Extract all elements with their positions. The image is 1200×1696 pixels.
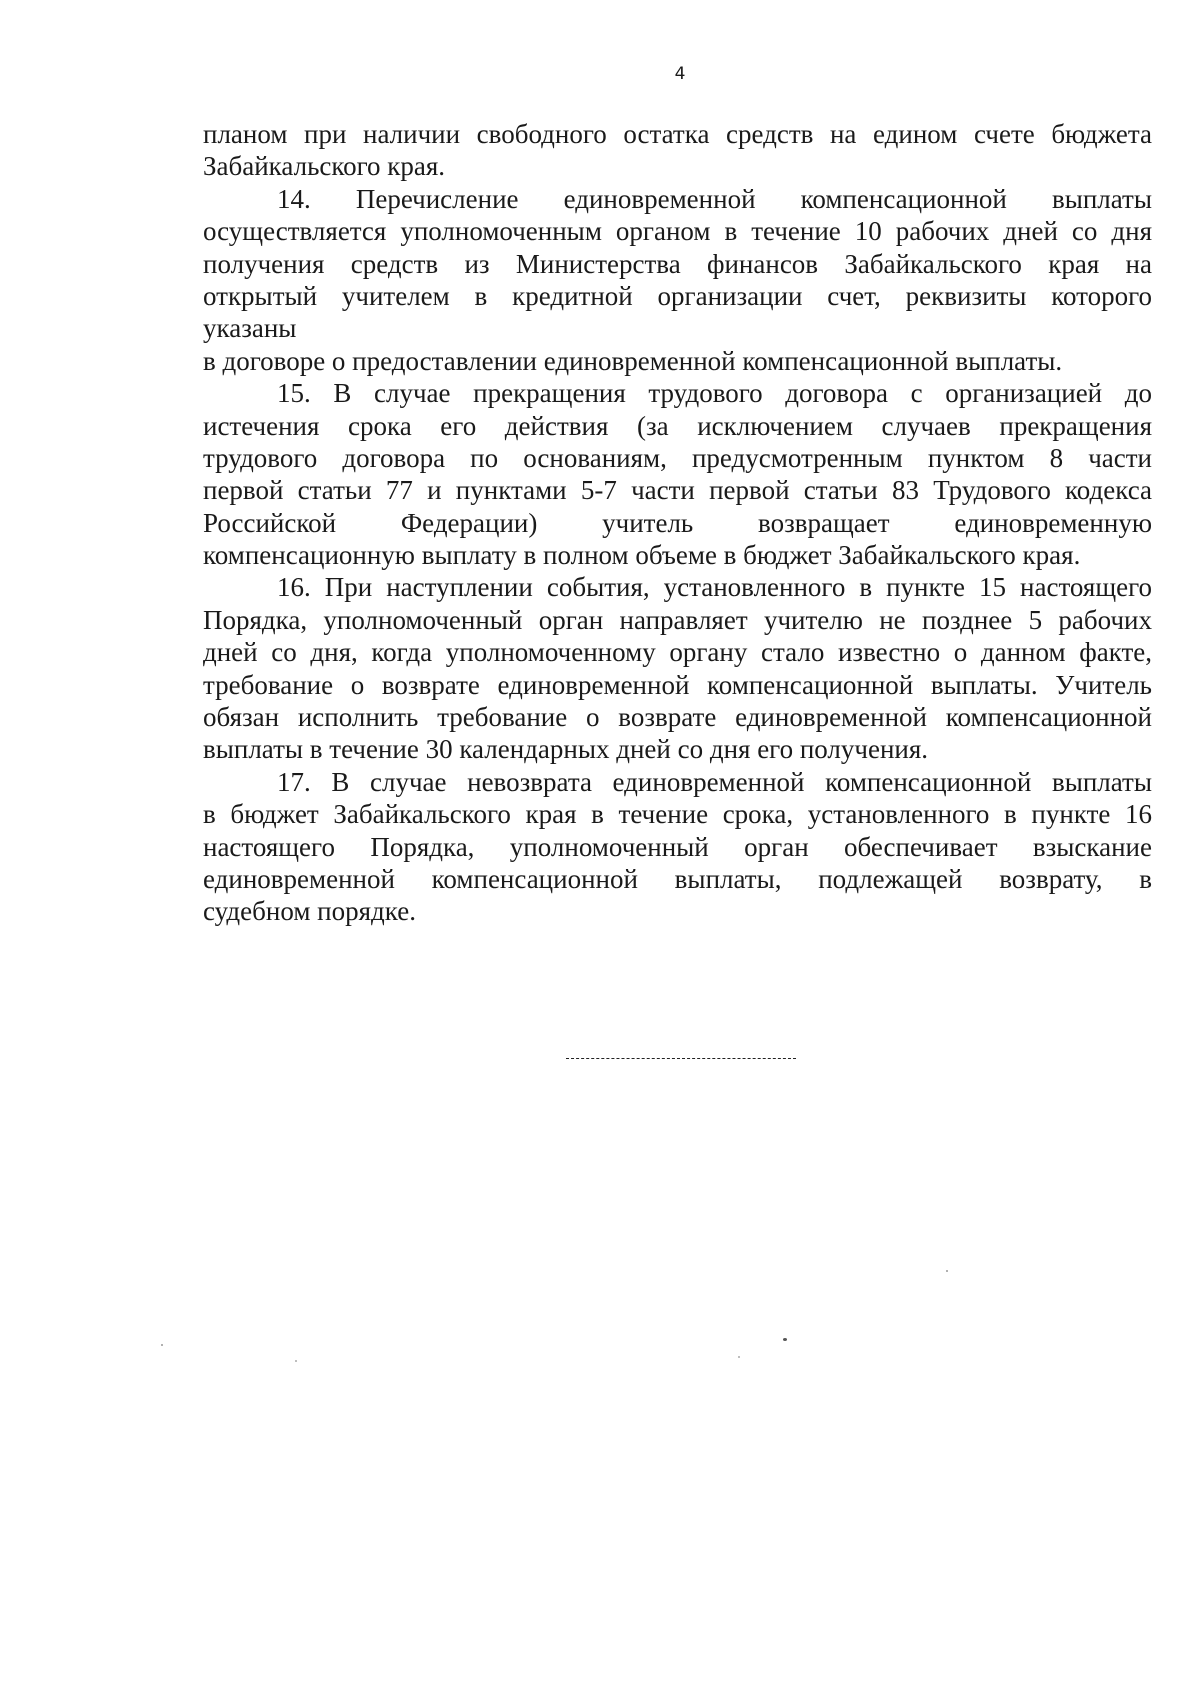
scan-speck	[738, 1356, 740, 1358]
text-line: 14. Перечисление единовременной компенсационной выплаты	[277, 183, 1152, 214]
scan-speck	[295, 1360, 297, 1362]
text-line: истечения срока его действия (за исключением случаев прекращения	[203, 410, 1152, 441]
text-line: Российской Федерации) учитель возвращает единовременную	[203, 507, 1152, 538]
text-line: получения средств из Министерства финансов Забайкальского края на	[203, 248, 1152, 279]
text-line: единовременной компенсационной выплаты, подлежащей возврату, в	[203, 863, 1152, 894]
text-line: 16. При наступлении события, установленного в пункте 15 настоящего	[277, 572, 1152, 603]
text-line: 15. В случае прекращения трудового договора с организацией до	[277, 378, 1152, 409]
text-line: в договоре о предоставлении единовременной компенсационной выплаты.	[203, 345, 1063, 376]
text-line: открытый учителем в кредитной организации счет, реквизиты которого	[203, 280, 1152, 311]
text-line: указаны	[203, 313, 297, 344]
text-line: судебном порядке.	[203, 896, 416, 927]
scan-speck	[946, 1270, 948, 1272]
text-line: 17. В случае невозврата единовременной компенсационной выплаты	[277, 766, 1152, 797]
end-divider	[566, 1058, 796, 1059]
text-line: требование о возврате единовременной компенсационной выплаты. Учитель	[203, 669, 1152, 700]
text-line: дней со дня, когда уполномоченному органу стало известно о данном факте,	[203, 637, 1152, 668]
page-number: 4	[674, 64, 686, 84]
scan-speck	[783, 1338, 787, 1341]
text-line: Порядка, уполномоченный орган направляет учителю не позднее 5 рабочих	[203, 604, 1152, 635]
document-body	[203, 118, 1152, 928]
text-line: компенсационную выплату в полном объеме в бюджет Забайкальского края.	[203, 540, 1081, 571]
text-line: выплаты в течение 30 календарных дней со дня его получения.	[203, 734, 929, 765]
scan-speck	[161, 1344, 163, 1346]
text-line: осуществляется уполномоченным органом в течение 10 рабочих дней со дня	[203, 216, 1152, 247]
text-line: Забайкальского края.	[203, 151, 446, 182]
text-line: первой статьи 77 и пунктами 5-7 части первой статьи 83 Трудового кодекса	[203, 475, 1152, 506]
text-line: настоящего Порядка, уполномоченный орган обеспечивает взыскание	[203, 831, 1152, 862]
text-line: планом при наличии свободного остатка средств на едином счете бюджета	[203, 119, 1152, 149]
text-line: в бюджет Забайкальского края в течение срока, установленного в пункте 16	[203, 799, 1152, 830]
text-line: трудового договора по основаниям, предусмотренным пунктом 8 части	[203, 442, 1152, 473]
text-line: обязан исполнить требование о возврате единовременной компенсационной	[203, 702, 1152, 733]
